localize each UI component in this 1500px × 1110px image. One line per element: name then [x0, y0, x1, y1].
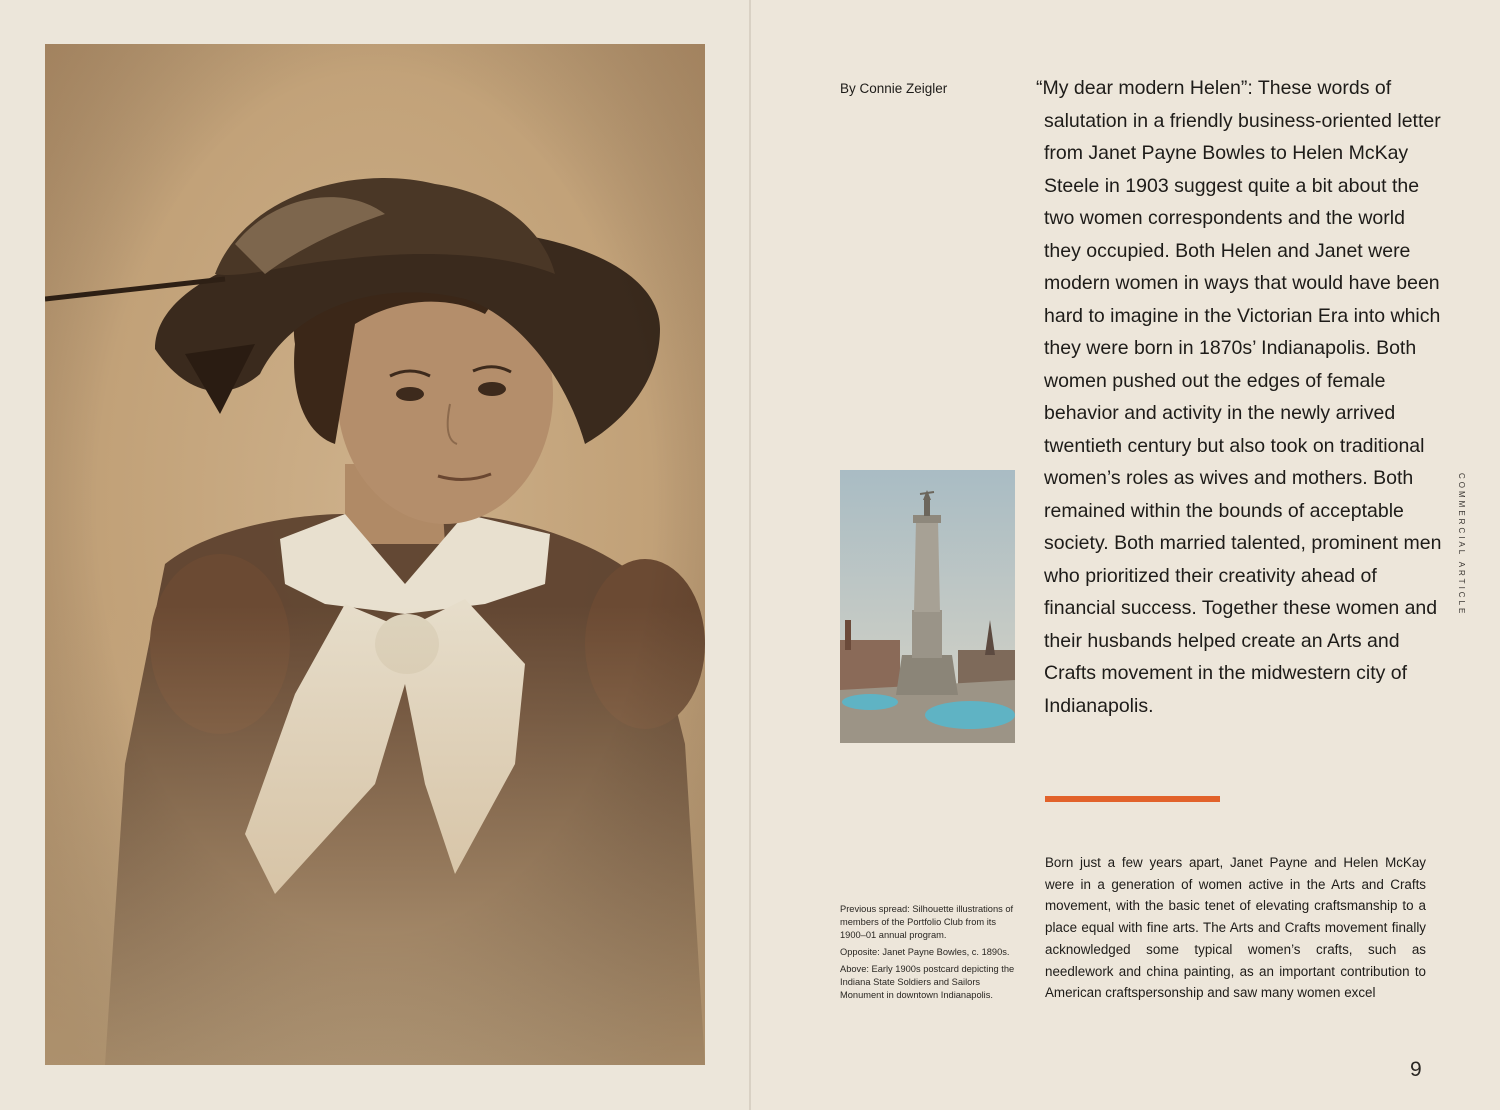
- photo-captions: [840, 903, 1020, 1006]
- lede-paragraph: “My dear modern Helen”: These words of salutation in a friendly business-oriented letter from Janet Payne Bowles to Helen McKay Steele in 1903 suggest quite a bit about the two women correspondents and the world they occupied. Both Helen and Janet were modern women in ways that would have been hard to imagine in the Victorian Era into which they were born in 1870s’ Indianapolis. Both women pushed out the edges of female behavior and activity in the newly arrived twentieth century but also took on traditional women’s roles as wives and mothers. Both remained within the bounds of acceptable society. Both married talented, prominent men who prioritized their creativity ahead of financial success. Together these women and their husbands helped create an Arts and Crafts movement in the midwestern city of Indianapolis.: [1036, 77, 1442, 717]
- body-paragraph: Born just a few years apart, Janet Payne and Helen McKay were in a generation of women active in the Arts and Crafts movement, with the basic tenet of elevating craftsmanship to a place equal with fine arts. The Arts and Crafts movement finally acknowledged some typical women’s crafts, such as needlework and china painting, as an important contribution to American craftspersonship and saw many women excel: [1045, 855, 1426, 1001]
- running-head: COMMERCIAL ARTICLE: [1457, 473, 1466, 617]
- page-number: 9: [1410, 1058, 1422, 1081]
- caption-opposite: Opposite: Janet Payne Bowles, c. 1890s.: [840, 947, 1010, 957]
- accent-rule: [1045, 796, 1220, 802]
- left-page: [0, 0, 749, 1110]
- caption-previous-spread: Previous spread: Silhouette illustrations of members of the Portfolio Club from its 1900–01 annual program.: [840, 904, 1014, 940]
- caption-above: Above: Early 1900s postcard depicting the Indiana State Soldiers and Sailors Monument in downtown Indianapolis.: [840, 964, 1015, 1000]
- monument-postcard: [840, 470, 1015, 743]
- byline: By Connie Zeigler: [840, 81, 948, 96]
- portrait-photo: [45, 44, 705, 1065]
